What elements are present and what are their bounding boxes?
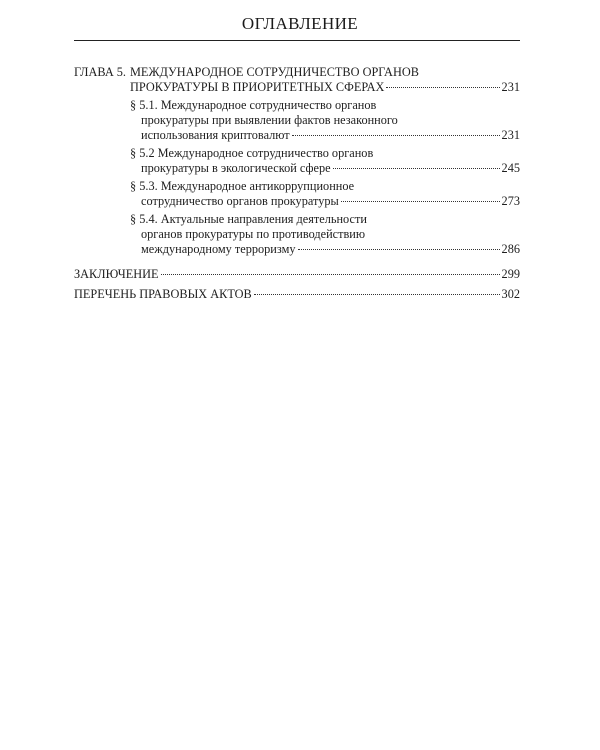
section-title-line: прокуратуры в экологической сфере bbox=[141, 161, 331, 175]
entry-label: ЗАКЛЮЧЕНИЕ bbox=[74, 267, 159, 281]
section-title-line: сотрудничество органов прокуратуры bbox=[141, 194, 339, 208]
chapter-label: ГЛАВА 5. bbox=[74, 65, 127, 79]
chapter-title-line-with-page bbox=[130, 80, 520, 95]
page-number: 245 bbox=[501, 161, 520, 175]
entry-label: ПЕРЕЧЕНЬ ПРАВОВЫХ АКТОВ bbox=[74, 287, 252, 301]
chapter-sections bbox=[130, 98, 520, 257]
toc-section-5-1 bbox=[130, 98, 520, 143]
toc-entry-conclusion bbox=[74, 267, 520, 282]
section-title-line: международному терроризму bbox=[141, 242, 296, 256]
toc-section-5-2 bbox=[130, 146, 520, 176]
section-title-line: § 5.4. Актуальные направления деятельности bbox=[130, 212, 367, 226]
page-number: 299 bbox=[501, 267, 520, 281]
page-number: 231 bbox=[501, 80, 520, 94]
toc-section-5-4 bbox=[130, 212, 520, 257]
dot-leader bbox=[298, 249, 500, 250]
section-title-line-with-page bbox=[130, 242, 520, 257]
chapter-title-block bbox=[130, 65, 520, 95]
table-of-contents bbox=[74, 65, 520, 302]
section-title-line-with-page bbox=[130, 128, 520, 143]
dot-leader bbox=[333, 168, 500, 169]
section-title-line: § 5.3. Международное антикоррупционное bbox=[130, 179, 355, 193]
dot-leader bbox=[341, 201, 500, 202]
section-title-line: прокуратуры при выявлении фактов незаконного bbox=[141, 113, 398, 127]
page-number: 231 bbox=[501, 128, 520, 142]
toc-chapter-5 bbox=[74, 65, 520, 95]
section-title-line-with-page bbox=[130, 161, 520, 176]
chapter-title-line: ПРОКУРАТУРЫ В ПРИОРИТЕТНЫХ СФЕРАХ bbox=[130, 80, 385, 94]
page-number: 286 bbox=[501, 242, 520, 256]
section-title-line-with-page bbox=[130, 194, 520, 209]
toc-entry-legal-acts bbox=[74, 287, 520, 302]
page-number: 302 bbox=[501, 287, 520, 301]
page-title: ОГЛАВЛЕНИЕ bbox=[241, 14, 359, 33]
toc-section-5-3 bbox=[130, 179, 520, 209]
dot-leader bbox=[161, 274, 500, 275]
section-title-line: § 5.1. Международное сотрудничество органов bbox=[130, 98, 377, 112]
section-title-line: § 5.2 Международное сотрудничество органов bbox=[130, 146, 374, 160]
chapter-title-line: МЕЖДУНАРОДНОЕ СОТРУДНИЧЕСТВО ОРГАНОВ bbox=[130, 65, 419, 79]
section-title-line: органов прокуратуры по противодействию bbox=[141, 227, 366, 241]
dot-leader bbox=[254, 294, 500, 295]
header-divider bbox=[74, 40, 520, 41]
page-number: 273 bbox=[501, 194, 520, 208]
dot-leader bbox=[386, 87, 499, 88]
dot-leader bbox=[292, 135, 500, 136]
section-title-line: использования криптовалют bbox=[141, 128, 290, 142]
